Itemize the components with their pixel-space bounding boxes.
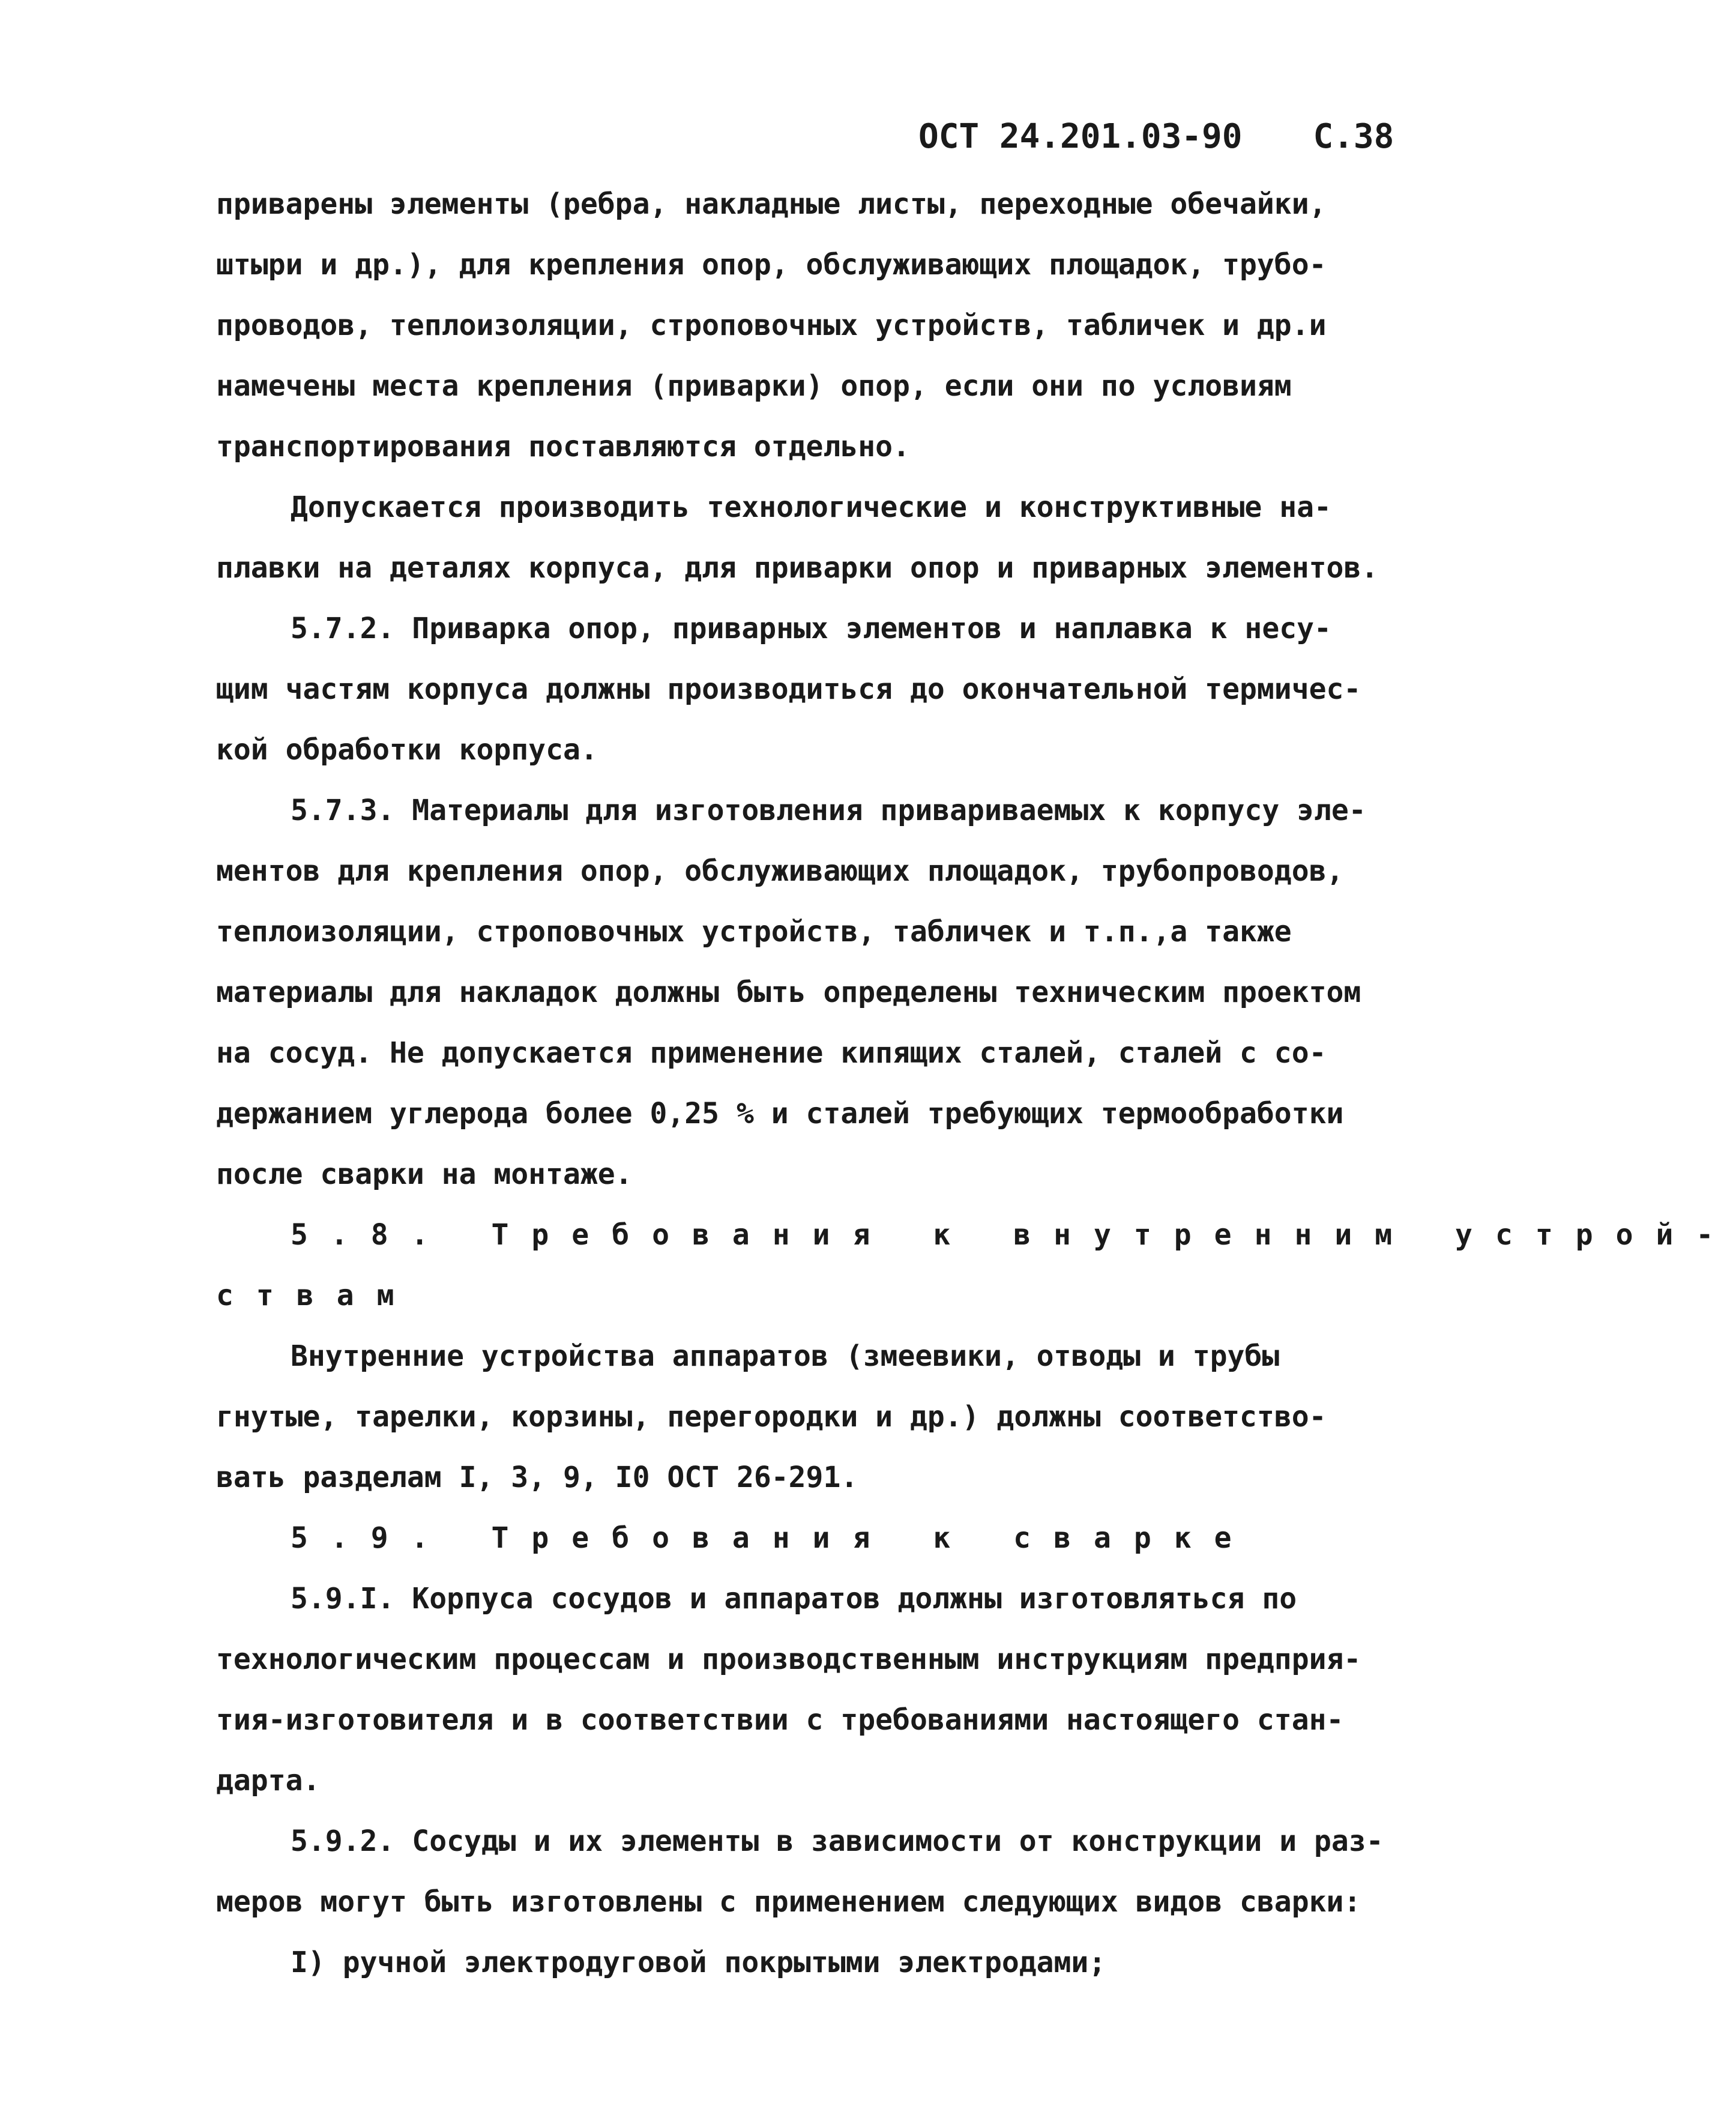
text-line: проводов, теплоизоляции, строповочных устройств, табличек и др.и [216,309,1327,342]
text-line: щим частям корпуса должны производиться до окончательной термичес- [216,672,1361,706]
text-line: гнутые, тарелки, корзины, перегородки и др.) должны соответство- [216,1400,1327,1434]
section-heading-5-9: 5.9. Требования к сварке [291,1521,1255,1555]
clause-5-7-3: 5.7.3. Материалы для изготовления привариваемых к корпусу эле- [291,794,1366,827]
text-line: плавки на деталях корпуса, для приварки опор и приварных элементов. [216,551,1379,585]
paragraph-first-line: Допускается производить технологические и конструктивные на- [291,490,1331,524]
text-line: вать разделам I, 3, 9, I0 ОСТ 26-291. [216,1461,858,1494]
text-line: дарта. [216,1764,321,1797]
text-line: штыри и др.), для крепления опор, обслуживающих площадок, трубо- [216,248,1327,282]
section-heading-5-8-continued: ствам [216,1279,417,1312]
clause-5-9-2: 5.9.2. Сосуды и их элементы в зависимости от конструкции и раз- [291,1824,1384,1858]
section-heading-5-8: 5.8. Требования к внутренним устрой- [291,1218,1736,1252]
text-line: ментов для крепления опор, обслуживающих площадок, трубопроводов, [216,854,1344,888]
list-item-1: I) ручной электродуговой покрытыми электродами; [291,1946,1106,1979]
text-line: меров могут быть изготовлены с применением следующих видов сварки: [216,1885,1361,1919]
document-code: ОСТ 24.201.03-90 [918,117,1243,156]
clause-5-9-1: 5.9.I. Корпуса сосудов и аппаратов должны изготовляться по [291,1582,1297,1616]
page-number: С.38 [1313,117,1394,156]
text-line: кой обработки корпуса. [216,733,598,767]
text-line: технологическим процессам и производственным инструкциям предприя- [216,1643,1361,1676]
text-line: держанием углерода более 0,25 % и сталей требующих термообработки [216,1097,1344,1130]
clause-5-7-2: 5.7.2. Приварка опор, приварных элементов и наплавка к несу- [291,612,1331,645]
text-line: транспортирования поставляются отдельно. [216,430,910,463]
document-body [216,174,1736,1993]
page-header [918,113,1394,161]
text-line: намечены места крепления (приварки) опор, если они по условиям [216,369,1292,403]
paragraph-first-line: Внутренние устройства аппаратов (змеевики, отводы и трубы [291,1339,1280,1373]
text-line: теплоизоляции, строповочных устройств, табличек и т.п.,а также [216,915,1292,949]
text-line: материалы для накладок должны быть определены техническим проектом [216,976,1361,1009]
text-line: тия-изготовителя и в соответствии с требованиями настоящего стан- [216,1703,1344,1737]
text-line: после сварки на монтаже. [216,1157,633,1191]
text-line: на сосуд. Не допускается применение кипящих сталей, сталей с со- [216,1036,1327,1070]
text-line: приварены элементы (ребра, накладные листы, переходные обечайки, [216,187,1327,221]
